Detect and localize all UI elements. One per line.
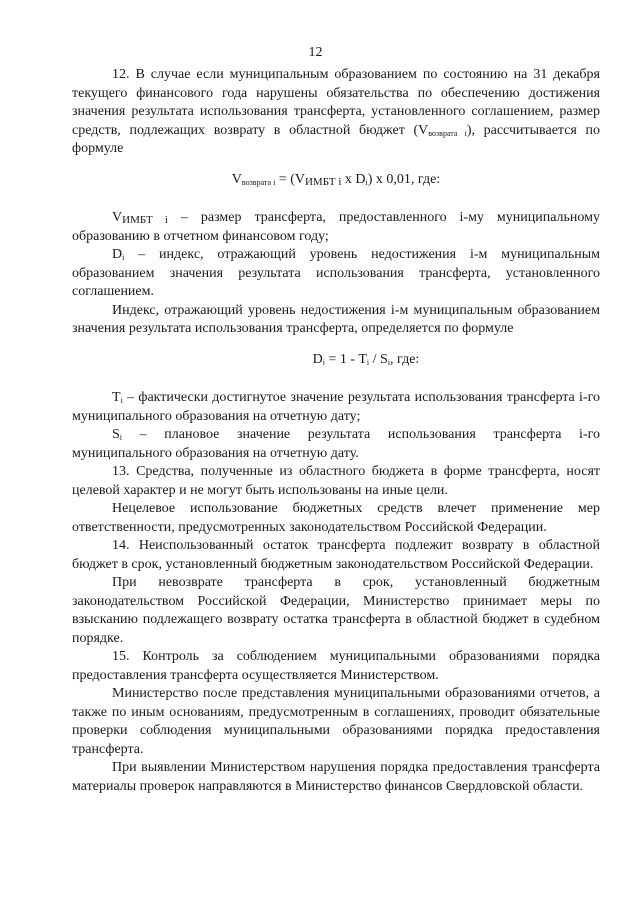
- def-d-subscript: i: [122, 253, 125, 262]
- formula-times-d: x D: [341, 171, 366, 187]
- paragraph-15: 15. Контроль за соблюдением муниципальными образованиями порядка предоставления трансферта осуществляется Министерством.: [72, 649, 600, 683]
- formula-mid: = (V: [275, 171, 305, 187]
- formula-v-subscript: возврата i: [241, 177, 276, 187]
- paragraph-12-text: 12. В случае если муниципальным образованием по состоянию на 31 декабря текущего финансового года нарушены обязательства по обеспечению достижения значения результата использования трансферта, установленного соглашением, размер средств, подлежащих возврату в областной бюджет (V: [72, 67, 600, 138]
- definition-t: [72, 389, 600, 426]
- def-s-subscript: i: [119, 433, 123, 442]
- paragraph-14: 14. Неиспользованный остаток трансферта подлежит возврату в областной бюджет в срок, установленный бюджетным законодательством Российской Федерации.: [72, 538, 600, 572]
- formula-imbt-subscript: ИМБТ i: [304, 175, 342, 188]
- def-s-symbol: S: [112, 427, 120, 442]
- def-v-subscript: ИМБТ i: [122, 214, 168, 226]
- formula-v: V: [231, 171, 242, 187]
- index-paragraph: Индекс, отражающий уровень недостижения i-м муниципальным образованием значения результата использования трансферта, определяется по формуле: [72, 302, 600, 336]
- definition-v-imbt: [72, 209, 600, 246]
- def-v-symbol: V: [112, 210, 123, 225]
- formula2-t-subscript: i: [366, 357, 370, 367]
- formula-return-amount: [72, 171, 600, 190]
- paragraph-13: 13. Средства, полученные из областного бюджета в форме трансферта, носят целевой характер и не могут быть использованы на иные цели.: [72, 464, 600, 498]
- paragraph-15-violations: При выявлении Министерством нарушения порядка предоставления трансферта материалы проверок направляются в Министерство финансов Свердловской области.: [72, 760, 600, 794]
- def-t-subscript: i: [120, 396, 123, 405]
- def-t-symbol: T: [112, 390, 121, 405]
- def-d-symbol: D: [112, 247, 123, 262]
- formula2-s-subscript: i: [387, 357, 391, 367]
- paragraph-12-end: ), рассчитывается по формуле: [72, 122, 601, 156]
- def-s-text: – плановое значение результата использования трансферта i-го муниципального образования на отчетную дату.: [72, 427, 600, 461]
- definition-d: [72, 246, 600, 302]
- formula2-d: D: [312, 351, 323, 367]
- v-return-subscript: возврата i: [428, 128, 467, 138]
- definition-s: [72, 426, 600, 463]
- def-v-text: – размер трансферта, предоставленного i-му муниципальному образованию в отчетном финансовом году;: [72, 210, 601, 244]
- page-number: 12: [308, 45, 323, 60]
- formula-end: ) x 0,01, где:: [367, 171, 441, 187]
- def-d-text: – индекс, отражающий уровень недостижения i-м муниципальным образованием значения результата использования трансферта, установленного соглашением.: [72, 247, 600, 299]
- paragraph-14-nonreturn: При невозврате трансферта в срок, установленный бюджетным законодательством Российской Федерации, Министерство принимает меры по взысканию подлежащего возврату остатка трансферта в областной бюджет в судебном порядке.: [72, 575, 600, 646]
- formula-index: [72, 351, 600, 370]
- paragraph-13-misuse: Нецелевое использование бюджетных средств влечет применение мер ответственности, предусмотренных законодательством Российской Федерации.: [72, 501, 600, 535]
- formula2-d-subscript: i: [322, 357, 326, 367]
- formula2-slash: / S: [369, 351, 388, 367]
- paragraph-15-inspections: Министерство после представления муниципальными образованиями отчетов, а также по иным основаниям, предусмотренным в соглашениях, проводит обязательные проверки соблюдения муниципальными образованиями порядка предоставления трансферта.: [72, 686, 600, 757]
- formula2-mid: = 1 - T: [325, 351, 367, 367]
- formula2-end: , где:: [390, 351, 420, 367]
- formula-d-subscript: i: [365, 177, 368, 187]
- document-body: [72, 66, 600, 796]
- def-t-text: – фактически достигнутое значение результата использования трансферта i-го муниципального образования на отчетную дату;: [72, 390, 600, 424]
- paragraph-12: [72, 66, 600, 159]
